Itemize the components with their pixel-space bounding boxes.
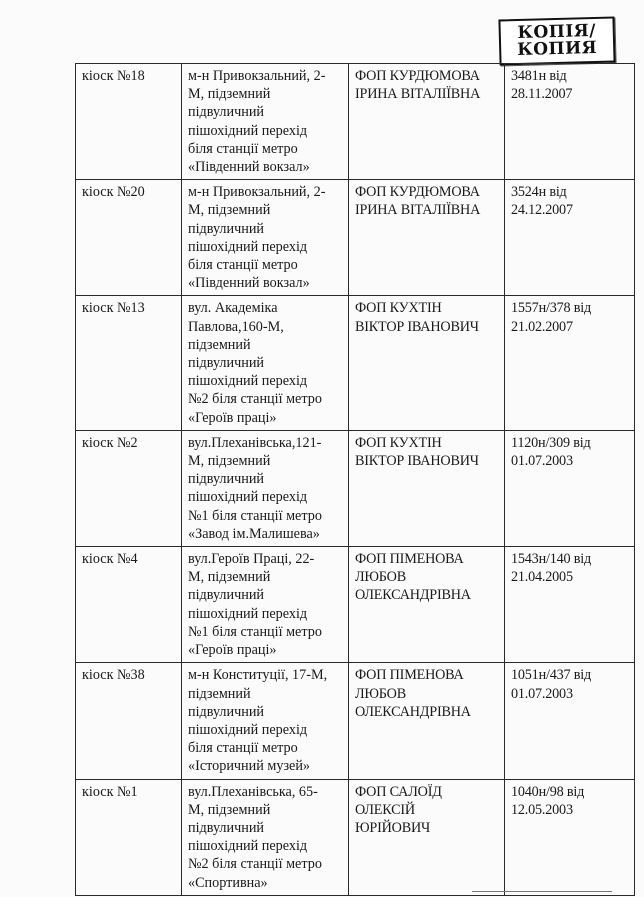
contract-line: 21.04.2005 [511, 569, 573, 586]
address-line: біля станції метро [188, 140, 298, 157]
address-line: пішохідний перехід [188, 238, 308, 255]
kiosk-cell [76, 430, 182, 546]
contract-line: 3481н від [511, 68, 567, 84]
contract-line: 1040н/98 від [511, 783, 585, 800]
contract-line: 1543н/140 від [511, 551, 591, 568]
address-line: №1 біля станції метро [188, 623, 322, 640]
address-line: підвуличний [188, 703, 265, 720]
address-cell [182, 296, 349, 430]
address-line: №1 біля станції метро [188, 507, 322, 524]
address-line: «Південний вокзал» [188, 159, 310, 176]
address-line: М, підземний [188, 569, 271, 586]
kiosk-number: кіоск №13 [82, 300, 145, 317]
address-line: пішохідний перехід [188, 373, 308, 390]
contract-line: 12.05.2003 [511, 801, 573, 818]
address-line: «Героїв праці» [188, 409, 277, 426]
contract-cell [505, 547, 635, 663]
contract-cell [505, 663, 635, 779]
contract-cell [505, 64, 635, 180]
owner-cell [349, 663, 505, 779]
address-line: підземний [188, 685, 251, 702]
address-line: пішохідний перехід [188, 838, 308, 855]
kiosk-cell [76, 779, 182, 895]
contract-line: 3524н від [511, 184, 567, 201]
table-row [76, 64, 635, 180]
address-cell [182, 430, 349, 546]
address-cell [182, 64, 349, 180]
kiosk-number: кіоск №1 [82, 783, 138, 800]
contract-line: 01.07.2003 [511, 685, 573, 702]
address-line: М, підземний [188, 453, 271, 470]
address-line: підвуличний [188, 819, 265, 836]
address-line: підвуличний [188, 355, 265, 372]
owner-line: ЛЮБОВ [355, 685, 406, 702]
address-line: М, підземний [188, 801, 271, 818]
address-line: м-н Привокзальний, 2- [188, 184, 326, 201]
owner-line: ФОП САЛОЇД [355, 783, 442, 800]
kiosk-number: кіоск №20 [82, 184, 145, 201]
owner-line: ОЛЕКСІЙ [355, 801, 415, 818]
address-line: вул.Героїв Праці, 22- [188, 551, 315, 568]
address-line: біля станції метро [188, 257, 298, 274]
owner-cell [349, 779, 505, 895]
address-line: підвуличний [188, 587, 265, 604]
address-line: М, підземний [188, 202, 271, 219]
address-line: біля станції метро [188, 740, 298, 757]
contract-line: 01.07.2003 [511, 453, 573, 470]
address-line: «Завод ім.Малишева» [188, 525, 320, 542]
address-line: «Спортивна» [188, 874, 268, 891]
address-line: м-н Привокзальний, 2- [188, 68, 326, 84]
owner-cell [349, 64, 505, 180]
owner-line: ФОП КУРДЮМОВА [355, 184, 480, 201]
address-line: вул.Плеханівська,121- [188, 434, 322, 451]
address-line: підвуличний [188, 104, 265, 121]
address-line: м-н Конституції, 17-М, [188, 667, 328, 684]
footer-rule [472, 891, 612, 892]
contract-cell [505, 296, 635, 430]
address-cell [182, 547, 349, 663]
owner-line: ОЛЕКСАНДРІВНА [355, 587, 471, 604]
kiosk-cell [76, 547, 182, 663]
address-line: підвуличний [188, 220, 265, 237]
address-line: підземний [188, 336, 251, 353]
address-line: пішохідний перехід [188, 122, 308, 139]
contract-line: 1557н/378 від [511, 300, 591, 317]
kiosk-cell [76, 64, 182, 180]
table-row [76, 547, 635, 663]
address-line: №2 біля станції метро [188, 391, 322, 408]
owner-cell [349, 180, 505, 296]
contract-line: 21.02.2007 [511, 318, 573, 335]
contract-cell [505, 180, 635, 296]
contract-line: 24.12.2007 [511, 202, 573, 219]
address-line: пішохідний перехід [188, 489, 308, 506]
owner-line: ФОП ПІМЕНОВА [355, 551, 464, 568]
address-line: вул. Академіка [188, 300, 278, 317]
kiosk-cell [76, 296, 182, 430]
kiosk-number: кіоск №38 [82, 667, 145, 684]
owner-line: ІРИНА ВІТАЛІЇВНА [355, 86, 481, 103]
table-body [76, 64, 635, 896]
address-line: пішохідний перехід [188, 605, 308, 622]
kiosk-cell [76, 663, 182, 779]
owner-line: ЮРІЙОВИЧ [355, 819, 431, 836]
owner-line: ЛЮБОВ [355, 569, 406, 586]
owner-cell [349, 547, 505, 663]
stamp-line-1: КОПІЯ/ [517, 20, 597, 44]
contract-line: 1051н/437 від [511, 667, 591, 684]
contract-cell [505, 430, 635, 546]
table-row [76, 180, 635, 296]
owner-line: ВІКТОР ІВАНОВИЧ [355, 318, 479, 335]
owner-line: ФОП КУХТІН [355, 434, 442, 451]
kiosk-cell [76, 180, 182, 296]
table-row [76, 779, 635, 895]
copy-stamp [498, 16, 615, 65]
owner-line: ОЛЕКСАНДРІВНА [355, 703, 471, 720]
address-line: «Південний вокзал» [188, 275, 310, 292]
contract-line: 28.11.2007 [511, 86, 573, 103]
owner-cell [349, 296, 505, 430]
address-line: вул.Плеханівська, 65- [188, 783, 318, 800]
contract-cell [505, 779, 635, 895]
owner-cell [349, 430, 505, 546]
address-line: «Історичний музей» [188, 758, 311, 775]
owner-line: ФОП ПІМЕНОВА [355, 667, 464, 684]
kiosk-number: кіоск №18 [82, 68, 145, 84]
kiosk-number: кіоск №4 [82, 551, 138, 568]
stamp-line-2: КОПИЯ [517, 37, 598, 61]
owner-line: ФОП КУХТІН [355, 300, 442, 317]
address-line: №2 біля станції метро [188, 856, 322, 873]
kiosk-register-table [75, 63, 635, 896]
address-line: «Героїв праці» [188, 642, 277, 659]
owner-line: ФОП КУРДЮМОВА [355, 68, 480, 84]
address-line: пішохідний перехід [188, 721, 308, 738]
table-row [76, 663, 635, 779]
contract-line: 1120н/309 від [511, 434, 591, 451]
table-row [76, 296, 635, 430]
address-line: М, підземний [188, 86, 271, 103]
owner-line: ВІКТОР ІВАНОВИЧ [355, 453, 479, 470]
address-line: підвуличний [188, 471, 265, 488]
kiosk-number: кіоск №2 [82, 434, 138, 451]
address-cell [182, 180, 349, 296]
address-cell [182, 779, 349, 895]
owner-line: ІРИНА ВІТАЛІЇВНА [355, 202, 481, 219]
table-row [76, 430, 635, 546]
address-line: Павлова,160-М, [188, 318, 284, 335]
address-cell [182, 663, 349, 779]
